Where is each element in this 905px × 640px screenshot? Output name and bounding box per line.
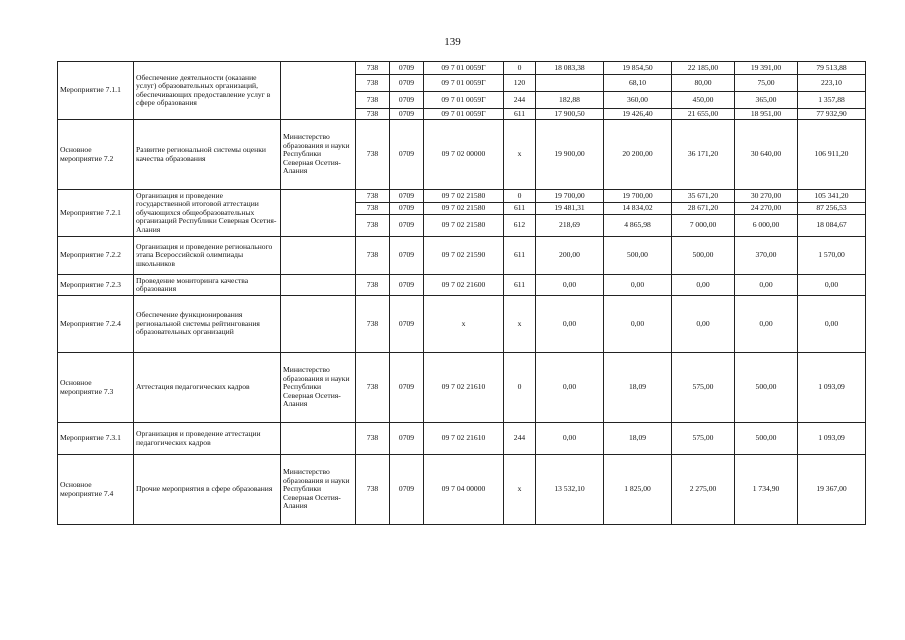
- table-row: [58, 296, 866, 353]
- year3-value: 575,00: [672, 353, 735, 423]
- table-row: [58, 275, 866, 296]
- year4-value: 365,00: [735, 92, 798, 109]
- year3-value: 22 185,00: [672, 62, 735, 75]
- year2-value: 19 854,50: [604, 62, 672, 75]
- year4-value: 0,00: [735, 296, 798, 353]
- year4-value: 30 270,00: [735, 190, 798, 203]
- year4-value: 19 391,00: [735, 62, 798, 75]
- year1-value: 0,00: [536, 353, 604, 423]
- year2-value: 19 700,00: [604, 190, 672, 203]
- grbs-code: 738: [356, 296, 390, 353]
- measure-description: Развитие региональной системы оценки качества образования: [134, 120, 281, 190]
- measure-label: Мероприятие 7.1.1: [58, 62, 134, 120]
- total-value: 18 084,67: [798, 215, 866, 237]
- year1-value: 200,00: [536, 237, 604, 275]
- section-code: 0709: [390, 62, 424, 75]
- responsible-executor: [281, 423, 356, 455]
- target-article-code: 09 7 02 21610: [424, 423, 504, 455]
- section-code: 0709: [390, 109, 424, 120]
- target-article-code: 09 7 02 00000: [424, 120, 504, 190]
- measure-description: Аттестация педагогических кадров: [134, 353, 281, 423]
- table-row: [58, 237, 866, 275]
- year1-value: 218,69: [536, 215, 604, 237]
- total-value: 77 932,90: [798, 109, 866, 120]
- expense-type-code: 612: [504, 215, 536, 237]
- expense-type-code: 611: [504, 237, 536, 275]
- measure-label: Мероприятие 7.2.4: [58, 296, 134, 353]
- expense-type-code: 0: [504, 353, 536, 423]
- section-code: 0709: [390, 92, 424, 109]
- year3-value: 0,00: [672, 296, 735, 353]
- year2-value: 0,00: [604, 296, 672, 353]
- section-code: 0709: [390, 455, 424, 525]
- expense-type-code: 0: [504, 190, 536, 203]
- measure-description: Организация и проведение государственной итоговой аттестации обучающихся общеобразовательных организаций Республики Северная Осетия-Алания: [134, 190, 281, 237]
- year4-value: 1 734,90: [735, 455, 798, 525]
- expense-type-code: 611: [504, 275, 536, 296]
- responsible-executor: [281, 237, 356, 275]
- section-code: 0709: [390, 203, 424, 215]
- year4-value: 18 951,00: [735, 109, 798, 120]
- year1-value: 19 700,00: [536, 190, 604, 203]
- grbs-code: 738: [356, 109, 390, 120]
- section-code: 0709: [390, 215, 424, 237]
- measure-description: Организация и проведение аттестации педагогических кадров: [134, 423, 281, 455]
- total-value: 79 513,88: [798, 62, 866, 75]
- measure-label: Основное мероприятие 7.3: [58, 353, 134, 423]
- expense-type-code: x: [504, 296, 536, 353]
- responsible-executor: [281, 190, 356, 237]
- section-code: 0709: [390, 353, 424, 423]
- measure-description: Организация и проведение регионального этапа Всероссийской олимпиады школьников: [134, 237, 281, 275]
- year2-value: 1 825,00: [604, 455, 672, 525]
- grbs-code: 738: [356, 215, 390, 237]
- total-value: 87 256,53: [798, 203, 866, 215]
- year1-value: 18 083,38: [536, 62, 604, 75]
- total-value: 1 357,88: [798, 92, 866, 109]
- total-value: 1 570,00: [798, 237, 866, 275]
- target-article-code: x: [424, 296, 504, 353]
- year2-value: 18,09: [604, 423, 672, 455]
- measure-description: Прочие мероприятия в сфере образования: [134, 455, 281, 525]
- table-row: [58, 455, 866, 525]
- measure-label: Основное мероприятие 7.2: [58, 120, 134, 190]
- year4-value: 0,00: [735, 275, 798, 296]
- year2-value: 4 865,98: [604, 215, 672, 237]
- total-value: 1 093,09: [798, 423, 866, 455]
- grbs-code: 738: [356, 92, 390, 109]
- year3-value: 575,00: [672, 423, 735, 455]
- target-article-code: 09 7 01 0059Г: [424, 92, 504, 109]
- year3-value: 80,00: [672, 75, 735, 92]
- year2-value: 20 200,00: [604, 120, 672, 190]
- year2-value: 500,00: [604, 237, 672, 275]
- grbs-code: 738: [356, 190, 390, 203]
- target-article-code: 09 7 01 0059Г: [424, 62, 504, 75]
- grbs-code: 738: [356, 423, 390, 455]
- table-row: [58, 190, 866, 203]
- year2-value: 0,00: [604, 275, 672, 296]
- year4-value: 30 640,00: [735, 120, 798, 190]
- measure-label: Мероприятие 7.2.2: [58, 237, 134, 275]
- measure-description: Обеспечение деятельности (оказание услуг) образовательных организаций, обеспечивающих предоставление услуг в сфере образования: [134, 62, 281, 120]
- grbs-code: 738: [356, 237, 390, 275]
- table-row: [58, 353, 866, 423]
- year3-value: 21 655,00: [672, 109, 735, 120]
- expense-type-code: 611: [504, 109, 536, 120]
- year1-value: 0,00: [536, 275, 604, 296]
- total-value: 106 911,20: [798, 120, 866, 190]
- year4-value: 6 000,00: [735, 215, 798, 237]
- table-row: [58, 62, 866, 75]
- responsible-executor: Министерство образования и науки Республики Северная Осетия-Алания: [281, 353, 356, 423]
- expense-type-code: x: [504, 120, 536, 190]
- responsible-executor: [281, 296, 356, 353]
- target-article-code: 09 7 04 00000: [424, 455, 504, 525]
- year1-value: 0,00: [536, 296, 604, 353]
- measure-label: Мероприятие 7.3.1: [58, 423, 134, 455]
- total-value: 0,00: [798, 275, 866, 296]
- grbs-code: 738: [356, 455, 390, 525]
- responsible-executor: Министерство образования и науки Республики Северная Осетия-Алания: [281, 455, 356, 525]
- expense-type-code: 244: [504, 423, 536, 455]
- year4-value: 370,00: [735, 237, 798, 275]
- measure-label: Основное мероприятие 7.4: [58, 455, 134, 525]
- page-number: 139: [444, 36, 461, 48]
- table-row: [58, 423, 866, 455]
- total-value: 19 367,00: [798, 455, 866, 525]
- total-value: 1 093,09: [798, 353, 866, 423]
- year3-value: 0,00: [672, 275, 735, 296]
- year3-value: 2 275,00: [672, 455, 735, 525]
- year1-value: 13 532,10: [536, 455, 604, 525]
- year1-value: 182,88: [536, 92, 604, 109]
- expense-type-code: 0: [504, 62, 536, 75]
- budget-table: [57, 61, 866, 525]
- total-value: 223,10: [798, 75, 866, 92]
- grbs-code: 738: [356, 203, 390, 215]
- expense-type-code: 244: [504, 92, 536, 109]
- section-code: 0709: [390, 120, 424, 190]
- year4-value: 500,00: [735, 423, 798, 455]
- year2-value: 18,09: [604, 353, 672, 423]
- target-article-code: 09 7 02 21610: [424, 353, 504, 423]
- expense-type-code: x: [504, 455, 536, 525]
- year2-value: 360,00: [604, 92, 672, 109]
- year1-value: 17 900,50: [536, 109, 604, 120]
- measure-label: Мероприятие 7.2.3: [58, 275, 134, 296]
- section-code: 0709: [390, 190, 424, 203]
- target-article-code: 09 7 02 21580: [424, 215, 504, 237]
- section-code: 0709: [390, 275, 424, 296]
- section-code: 0709: [390, 423, 424, 455]
- year4-value: 75,00: [735, 75, 798, 92]
- target-article-code: 09 7 02 21580: [424, 203, 504, 215]
- grbs-code: 738: [356, 120, 390, 190]
- year3-value: 500,00: [672, 237, 735, 275]
- year2-value: 68,10: [604, 75, 672, 92]
- measure-description: Проведение мониторинга качества образования: [134, 275, 281, 296]
- total-value: 0,00: [798, 296, 866, 353]
- target-article-code: 09 7 01 0059Г: [424, 109, 504, 120]
- grbs-code: 738: [356, 62, 390, 75]
- expense-type-code: 611: [504, 203, 536, 215]
- section-code: 0709: [390, 237, 424, 275]
- expense-type-code: 120: [504, 75, 536, 92]
- year1-value: 0,00: [536, 423, 604, 455]
- year4-value: 500,00: [735, 353, 798, 423]
- responsible-executor: [281, 275, 356, 296]
- responsible-executor: [281, 62, 356, 120]
- year1-value: [536, 75, 604, 92]
- grbs-code: 738: [356, 353, 390, 423]
- year3-value: 7 000,00: [672, 215, 735, 237]
- table-row: [58, 120, 866, 190]
- target-article-code: 09 7 01 0059Г: [424, 75, 504, 92]
- year4-value: 24 270,00: [735, 203, 798, 215]
- year3-value: 35 671,20: [672, 190, 735, 203]
- target-article-code: 09 7 02 21600: [424, 275, 504, 296]
- year2-value: 14 834,02: [604, 203, 672, 215]
- year1-value: 19 481,31: [536, 203, 604, 215]
- measure-label: Мероприятие 7.2.1: [58, 190, 134, 237]
- target-article-code: 09 7 02 21580: [424, 190, 504, 203]
- year3-value: 36 171,20: [672, 120, 735, 190]
- total-value: 105 341,20: [798, 190, 866, 203]
- section-code: 0709: [390, 75, 424, 92]
- year3-value: 28 671,20: [672, 203, 735, 215]
- responsible-executor: Министерство образования и науки Республики Северная Осетия-Алания: [281, 120, 356, 190]
- section-code: 0709: [390, 296, 424, 353]
- target-article-code: 09 7 02 21590: [424, 237, 504, 275]
- measure-description: Обеспечение функционирования региональной системы рейтингования образовательных организаций: [134, 296, 281, 353]
- year1-value: 19 900,00: [536, 120, 604, 190]
- year3-value: 450,00: [672, 92, 735, 109]
- grbs-code: 738: [356, 275, 390, 296]
- grbs-code: 738: [356, 75, 390, 92]
- year2-value: 19 426,40: [604, 109, 672, 120]
